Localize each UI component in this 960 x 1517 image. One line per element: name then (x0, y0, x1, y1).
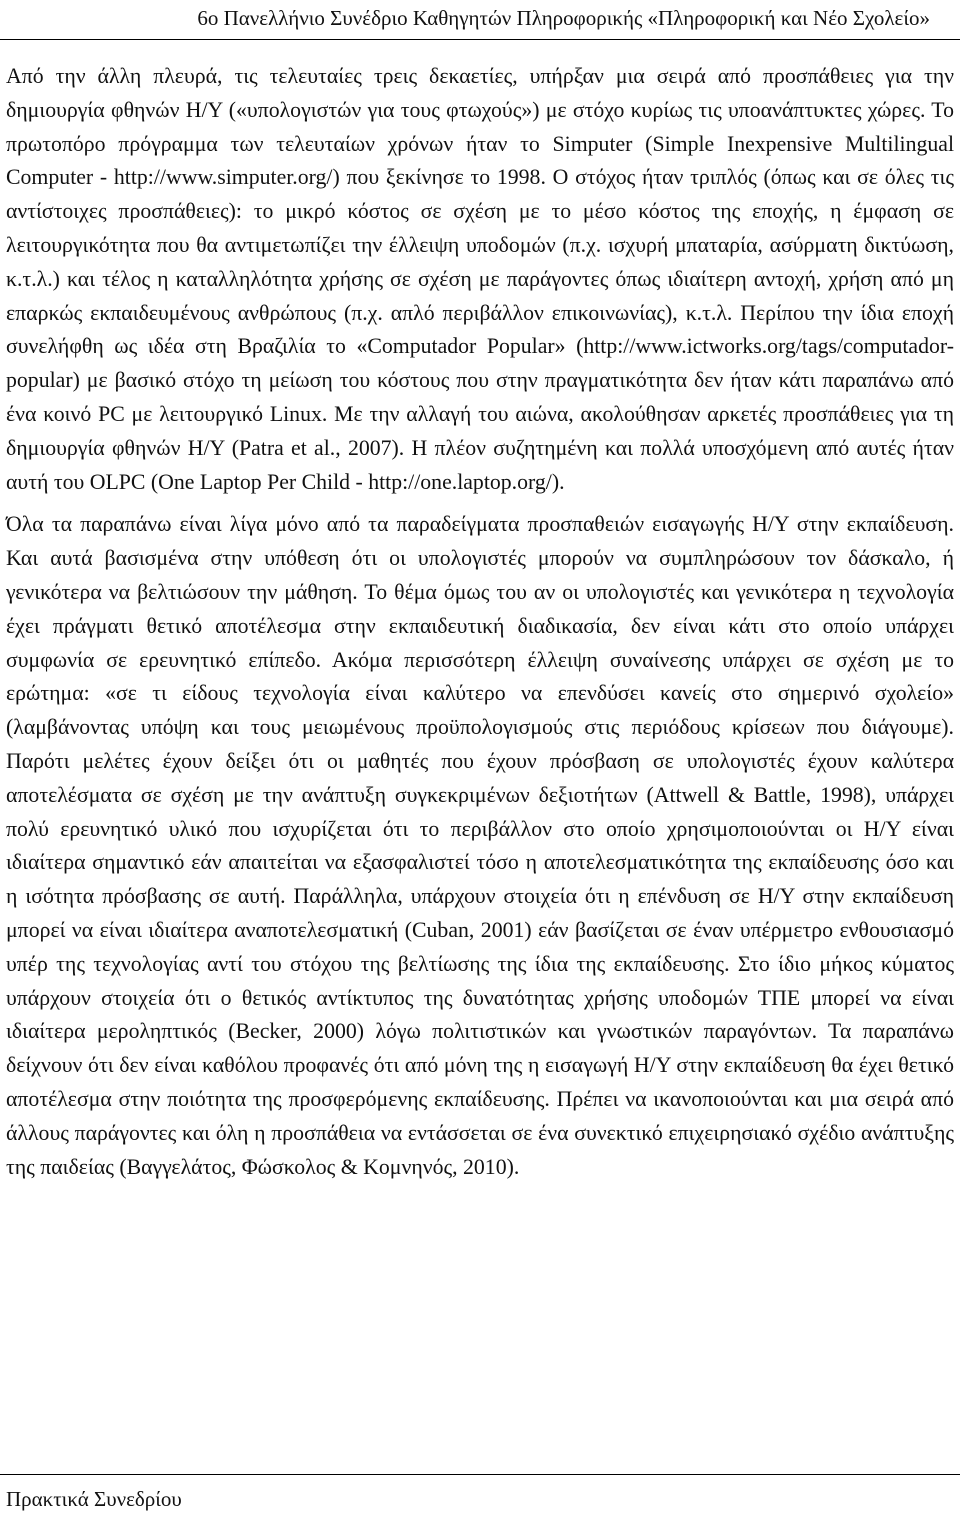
page-footer (0, 1474, 960, 1517)
body-paragraph-1: Από την άλλη πλευρά, τις τελευταίες τρεις δεκαετίες, υπήρξαν μια σειρά από προσπάθειες για την δημιουργία φθηνών Η/Υ («υπολογιστών για τους φτωχούς») με στόχο κυρίως τις υποανάπτυκτες χώρες. Το πρωτοπόρο πρόγραμμα των τελευταίων χρόνων ήταν το Simputer (Simple Inexpensive Multilingual Computer - http://www.simputer.org/) που ξεκίνησε το 1998. Ο στόχος ήταν τριπλός (όπως και σε όλες τις αντίστοιχες προσπάθειες): το μικρό κόστος σε σχέση με το μέσο κόστος της εποχής, η έμφαση σε λειτουργικότητα που θα αντιμετωπίζει την έλλειψη υποδομών (π.χ. ισχυρή μπαταρία, ασύρματη δικτύωση, κ.τ.λ.) και τέλος η καταλληλότητα χρήσης σε σχέση με παράγοντες όπως ιδιαίτερη αντοχή, χρήση από μη επαρκώς εκπαιδευμένους ανθρώπους (π.χ. απλό περιβάλλον επικοινωνίας), κ.τ.λ. Περίπου την ίδια εποχή συνελήφθη ως ιδέα στη Βραζιλία το «Computador Popular» (http://www.ictworks.org/tags/computador-popular) με βασικό στόχο τη μείωση του κόστους που στην πραγματικότητα δεν ήταν κάτι παραπάνω από ένα κοινό PC με λειτουργικό Linux. Με την αλλαγή του αιώνα, ακολούθησαν αρκετές προσπάθειες για τη δημιουργία φθηνών Η/Υ (Patra et al., 2007). Η πλέον συζητημένη και πολλά υποσχόμενη από αυτές ήταν αυτή του OLPC (One Laptop Per Child - http://one.laptop.org/). (6, 64, 954, 494)
proceedings-label: Πρακτικά Συνεδρίου (6, 1487, 182, 1511)
page-header (0, 0, 960, 40)
body-paragraph-2: Όλα τα παραπάνω είναι λίγα μόνο από τα παραδείγματα προσπαθειών εισαγωγής Η/Υ στην εκπαίδευση. Και αυτά βασισμένα στην υπόθεση ότι οι υπολογιστές μπορούν να συμπληρώσουν τον δάσκαλο, ή γενικότερα να βελτιώσουν την μάθηση. Το θέμα όμως του αν οι υπολογιστές και γενικότερα η τεχνολογία έχει πράγματι θετικό αποτέλεσμα στην εκπαιδευτική διαδικασία, δεν είναι κάτι στο οποίο υπάρχει συμφωνία σε ερευνητικό επίπεδο. Ακόμα περισσότερη έλλειψη συναίνεσης υπάρχει σε σχέση με το ερώτημα: «σε τι είδους τεχνολογία είναι καλύτερο να επενδύσει κανείς στο σημερινό σχολείο» (λαμβάνοντας υπόψη και τους μειωμένους προϋπολογισμούς στις περιόδους κρίσεων που διάγουμε). Παρότι μελέτες έχουν δείξει ότι οι μαθητές που έχουν πρόσβαση σε υπολογιστές έχουν καλύτερα αποτελέσματα σε σχέση με την ανάπτυξη συγκεκριμένων δεξιοτήτων (Attwell & Battle, 1998), υπάρχει πολύ ερευνητικό υλικό που ισχυρίζεται ότι το περιβάλλον στο οποίο χρησιμοποιούνται οι Η/Υ είναι ιδιαίτερα σημαντικό εάν απαιτείται να εξασφαλιστεί τόσο η αποτελεσματικότητα της εκπαίδευσης όσο και η ισότητα πρόσβασης σε αυτή. Παράλληλα, υπάρχουν στοιχεία ότι η επένδυση σε Η/Υ στην εκπαίδευση μπορεί να είναι ιδιαίτερα αναποτελεσματική (Cuban, 2001) εάν βασίζεται σε έναν υπέρμετρο ενθουσιασμό υπέρ της τεχνολογίας αντί του στόχου της βελτίωσης της ίδια της εκπαίδευσης. Στο ίδιο μήκος κύματος υπάρχουν στοιχεία ότι ο θετικός αντίκτυπος της δυνατότητας χρήσης υποδομών ΤΠΕ μπορεί να είναι ιδιαίτερα μεροληπτικός (Becker, 2000) λόγω πολιτιστικών και γνωστικών παραγόντων. Τα παραπάνω δείχνουν ότι δεν είναι καθόλου προφανές ότι από μόνη της η εισαγωγή Η/Υ στην εκπαίδευση θα έχει θετικό αποτέλεσμα στην ποιότητα της προσφερόμενης εκπαίδευσης. Πρέπει να ικανοποιούνται και μια σειρά από άλλους παράγοντες και όλη η προσπάθεια να εντάσσεται σε ένα συνεκτικό επιχειρησιακό σχέδιο ανάπτυξης της παιδείας (Βαγγελάτος, Φώσκολος & Κομνηνός, 2010). (6, 512, 954, 1179)
document-body (6, 60, 954, 1184)
running-title: 6ο Πανελλήνιο Συνέδριο Καθηγητών Πληροφορικής «Πληροφορική και Νέο Σχολείο» (197, 6, 930, 30)
